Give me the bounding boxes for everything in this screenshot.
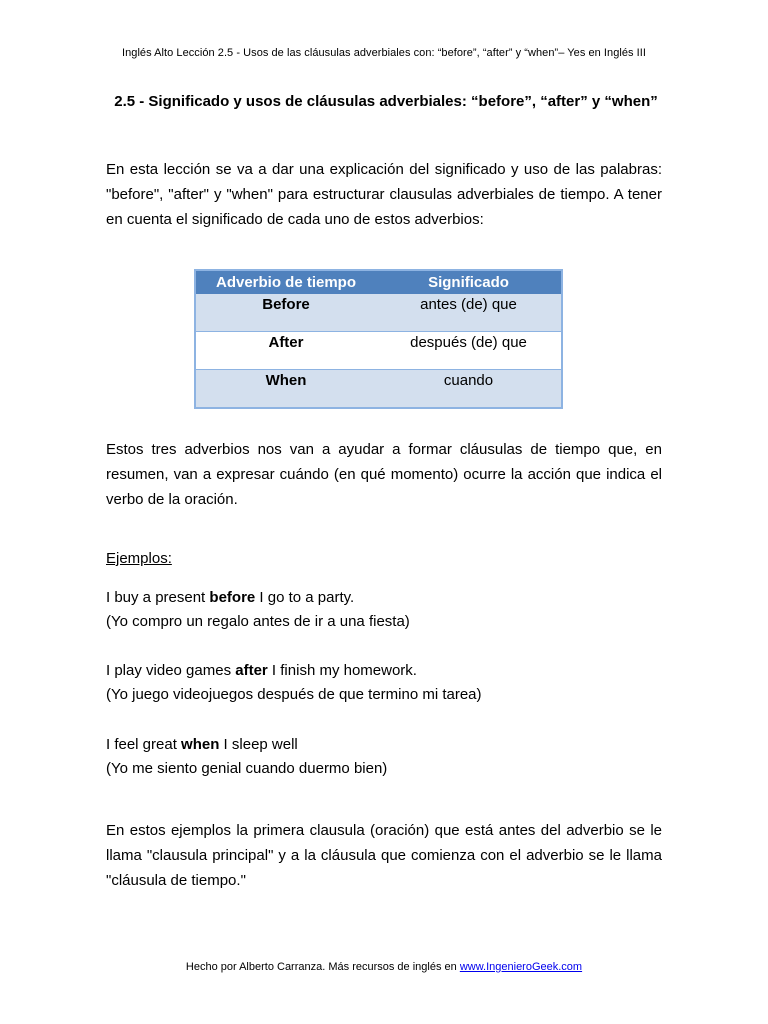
example-translation: (Yo me siento genial cuando duermo bien): [106, 760, 388, 777]
meaning-cell: antes (de) que: [376, 294, 562, 332]
lesson-title: 2.5 - Significado y usos de cláusulas adverbiales: “before”, “after” y “when”: [114, 93, 658, 110]
meaning-cell: cuando: [376, 370, 562, 409]
example-3: [106, 733, 387, 781]
adverb-cell: After: [195, 332, 376, 370]
example-sentence: I feel great when I sleep well: [106, 736, 298, 753]
adverbs-table: [194, 269, 563, 409]
conclusion-paragraph: En estos ejemplos la primera clausula (oración) que está antes del adverbio se le llama "clausula principal" y a la cláusula que comienza con el adverbio se le llama "cláusula de tiempo.": [106, 822, 662, 889]
table-row: [195, 332, 562, 370]
example-sentence: I buy a present before I go to a party.: [106, 589, 355, 606]
column-header-meaning: Significado: [376, 270, 562, 294]
adverb-cell: When: [195, 370, 376, 409]
footer-link[interactable]: www.IngenieroGeek.com: [459, 961, 583, 973]
example-keyword: after: [235, 662, 268, 679]
explanation-paragraph: Estos tres adverbios nos van a ayudar a formar cláusulas de tiempo que, en resumen, van a expresar cuándo (en qué momento) ocurre la acción que indica el verbo de la oración.: [106, 441, 662, 508]
adverb-cell: Before: [195, 294, 376, 332]
table-row: [195, 294, 562, 332]
example-translation: (Yo juego videojuegos después de que termino mi tarea): [106, 686, 482, 703]
example-keyword: before: [209, 589, 256, 606]
meaning-cell: después (de) que: [376, 332, 562, 370]
table-header-row: [195, 270, 562, 294]
column-header-adverb: Adverbio de tiempo: [195, 270, 376, 294]
examples-heading: Ejemplos:: [106, 550, 172, 567]
page-footer: [0, 961, 768, 973]
intro-paragraph: En esta lección se va a dar una explicación del significado y uso de las palabras: "before", "after" y "when" para estructurar clausulas adverbiales de tiempo. A tener en cuenta el significado de cada uno de estos adverbios:: [106, 161, 662, 228]
page-header: Inglés Alto Lección 2.5 - Usos de las cláusulas adverbiales con: “before”, “after” y “when”– Yes en Inglés III: [122, 47, 646, 59]
table-row: [195, 370, 562, 409]
footer-text: Hecho por Alberto Carranza. Más recursos de inglés en: [185, 961, 460, 973]
example-1: [106, 586, 410, 634]
example-sentence: I play video games after I finish my homework.: [106, 662, 417, 679]
example-translation: (Yo compro un regalo antes de ir a una fiesta): [106, 613, 410, 630]
example-keyword: when: [181, 736, 220, 753]
example-2: [106, 659, 482, 707]
